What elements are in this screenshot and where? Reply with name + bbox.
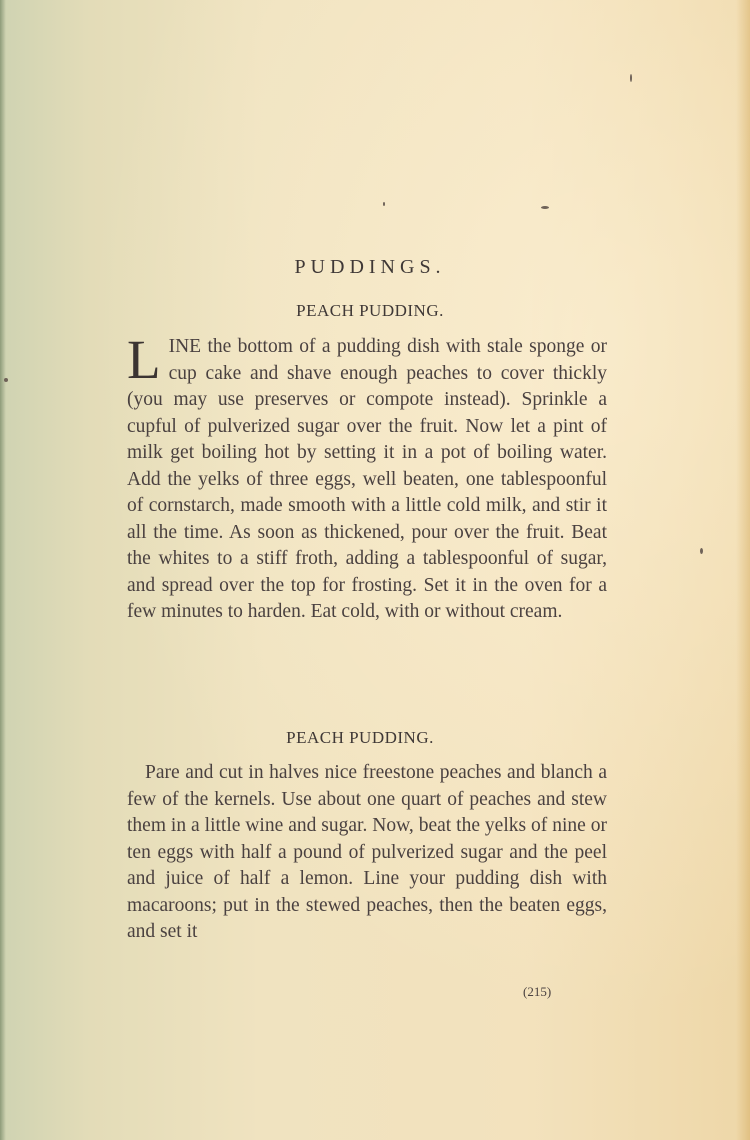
recipe-title-2: PEACH PUDDING. — [286, 728, 434, 747]
page-edge-stain — [736, 0, 750, 1140]
paper-speck — [541, 206, 549, 209]
paper-speck — [4, 378, 8, 382]
recipe-body-1: INE the bottom of a pudding dish with stale sponge or cup cake and shave enough peaches to cover thickly (you may use preserves or compote instead). Sprinkle a cupful of pulverized sugar over the fruit. Now let a pint of milk get boiling hot by setting it in a pot of boiling water. Add the yelks of three eggs, well beaten, one tablespoonful of cornstarch, made smooth with a little cold milk, and stir it all the time. As soon as thickened, pour over the fruit. Beat the whites to a stiff froth, adding a tablespoonful of sugar, and spread over the top for frosting. Set it in the oven for a few minutes to harden. Eat cold, with or without cream. — [127, 336, 607, 622]
page-gutter-shadow — [0, 0, 6, 1140]
paper-speck — [630, 74, 632, 82]
paper-speck — [383, 202, 385, 206]
recipe-title-1: PEACH PUDDING. — [296, 301, 444, 320]
paper-speck — [700, 548, 703, 554]
recipe-text-1 — [127, 329, 607, 626]
section-title: PUDDINGS. — [294, 256, 446, 278]
drop-cap: L — [127, 329, 161, 390]
page-number: (215) — [523, 984, 552, 999]
recipe-text-2: Pare and cut in halves nice freestone peaches and blanch a few of the kernels. Use about one quart of peaches and stew them in a little wine and sugar. Now, beat the yelks of nine or ten eggs with half a pound of pulverized sugar and the peel and juice of half a lemon. Line your pudding dish with macaroons; put in the stewed peaches, then the beaten eggs, and set it — [127, 762, 607, 942]
